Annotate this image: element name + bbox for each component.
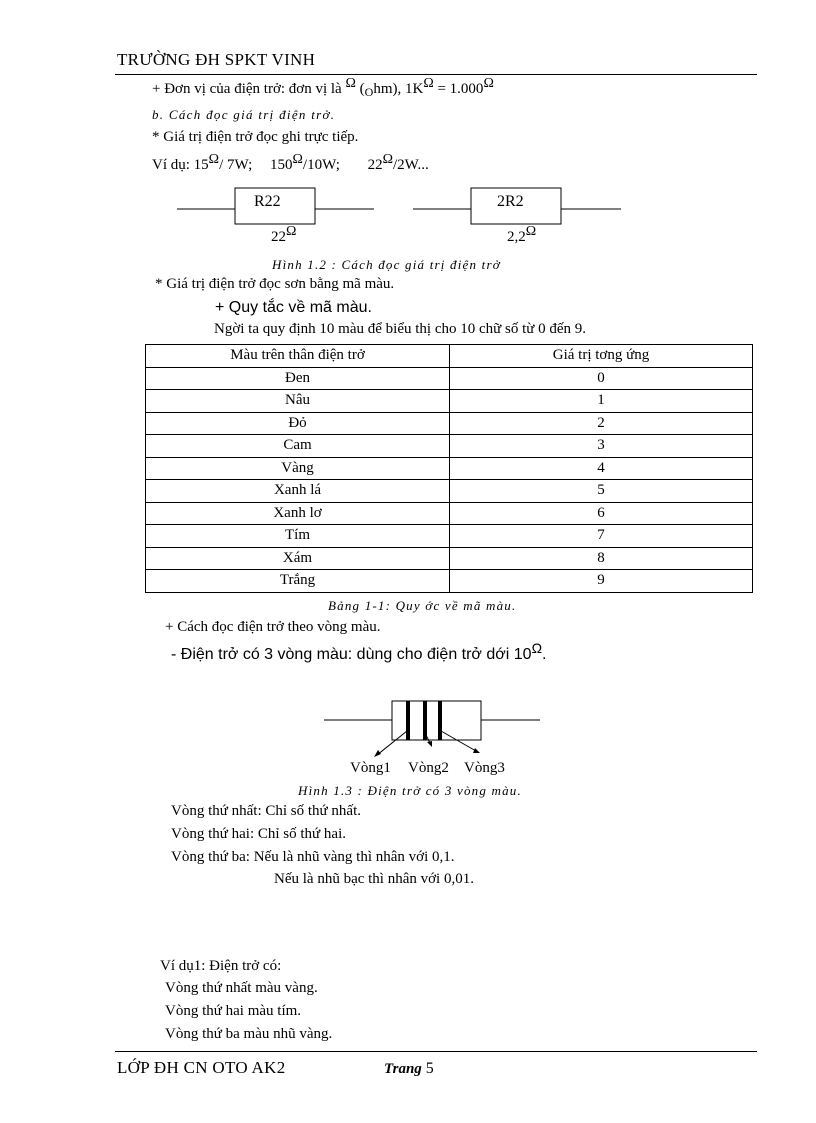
table-cell-value: 3 [450, 435, 753, 458]
band-1-arrowhead [374, 750, 381, 757]
band-1 [406, 701, 410, 740]
table-cell-value: 6 [450, 502, 753, 525]
table-header-value: Giá trị tơng ứng [450, 345, 753, 368]
band-resistor-body [392, 701, 481, 740]
table-cell-value: 2 [450, 412, 753, 435]
page-header-title: TRƯỜNG ĐH SPKT VINH [117, 50, 316, 69]
band-2 [423, 701, 427, 740]
r2r2-value [507, 224, 537, 246]
footer-class-name: LỚP ĐH CN OTO AK2 [117, 1058, 286, 1077]
band-rule-third-alt: Nếu là nhũ bạc thì nhân với 0,01. [274, 871, 474, 887]
table-cell-value: 7 [450, 525, 753, 548]
footer-page-value: 5 [425, 1060, 434, 1077]
table-row [146, 502, 753, 525]
example1-line-2: Vòng thứ hai màu tím. [165, 1003, 302, 1019]
example1-line-1: Vòng thứ nhất màu vàng. [165, 980, 318, 996]
table-row [146, 480, 753, 503]
r2r2-value-number: 2,2 [507, 229, 526, 245]
example1-title: Ví dụ1: Điện trở có: [160, 958, 282, 974]
band-rule-first: Vòng thứ nhất: Chỉ số thứ nhất. [171, 803, 362, 819]
r22-label: R22 [254, 193, 281, 210]
footer-rule [115, 1051, 757, 1052]
color-code-table [145, 344, 753, 593]
footer-page-number [384, 1060, 434, 1078]
ohm-symbol: Ω [208, 152, 220, 167]
ohm-symbol: Ω [531, 640, 543, 656]
unit-paren: ( [355, 81, 365, 97]
figure-1-2-caption: Hình 1.2 : Cách đọc giá trị điện trở [272, 257, 501, 272]
band-label-2: Vòng2 [408, 760, 449, 776]
table-caption: Bảng 1-1: Quy ớc về mã màu. [328, 598, 517, 613]
figure-1-2-diagram [0, 0, 816, 260]
band-3-arrowhead [473, 748, 480, 753]
table-row [146, 412, 753, 435]
unit-text: + Đơn vị của điện trở: đơn vị là [152, 81, 342, 97]
ohm-symbol: Ω [483, 76, 494, 91]
table-cell-color: Vàng [146, 457, 450, 480]
table-row [146, 367, 753, 390]
table-cell-value: 1 [450, 390, 753, 413]
example-part: / 7W; [219, 157, 253, 173]
table-cell-color: Đỏ [146, 412, 450, 435]
ohm-symbol: Ω [286, 224, 297, 239]
band-rule-second: Vòng thứ hai: Chỉ số thứ hai. [171, 826, 347, 842]
table-cell-value: 0 [450, 367, 753, 390]
table-row [146, 525, 753, 548]
table-row [146, 435, 753, 458]
r22-value-number: 22 [271, 229, 286, 245]
table-cell-value: 5 [450, 480, 753, 503]
band-3 [438, 701, 442, 740]
unit-hm: hm), 1K [373, 81, 424, 97]
table-cell-color: Xanh lơ [146, 502, 450, 525]
table-cell-color: Đen [146, 367, 450, 390]
table-cell-color: Trắng [146, 570, 450, 593]
table-cell-color: Xanh lá [146, 480, 450, 503]
table-cell-color: Nâu [146, 390, 450, 413]
table-cell-value: 4 [450, 457, 753, 480]
example-part: /2W... [393, 157, 429, 173]
table-row [146, 457, 753, 480]
table-header-row [146, 345, 753, 368]
footer-page-word: Trang [384, 1061, 422, 1077]
table-cell-value: 9 [450, 570, 753, 593]
table-cell-value: 8 [450, 547, 753, 570]
color-rule-title: + Quy tắc về mã màu. [215, 299, 372, 316]
table-row [146, 570, 753, 593]
table-header-color: Màu trên thân điện trở [146, 345, 450, 368]
band-reading-title: + Cách đọc điện trở theo vòng màu. [165, 619, 381, 635]
table-cell-color: Cam [146, 435, 450, 458]
band-2-arrowhead [427, 741, 432, 747]
r2r2-label: 2R2 [497, 193, 524, 210]
table-row [146, 390, 753, 413]
example-value: 150 [270, 157, 293, 173]
figure-1-3-diagram [0, 680, 816, 760]
example1-line-3: Vòng thứ ba màu nhũ vàng. [165, 1026, 333, 1042]
band-3-pointer [441, 731, 476, 751]
three-band-text: - Điện trở có 3 vòng màu: dùng cho điện trở dới 10 [171, 646, 532, 663]
color-code-note: * Giá trị điện trở đọc sơn bằng mã màu. [155, 276, 395, 292]
ohm-symbol: Ω [525, 224, 537, 239]
r22-value [271, 224, 297, 246]
example-value: 22 [367, 157, 383, 173]
band-label-3: Vòng3 [464, 760, 505, 776]
unit-eq: = 1.000 [433, 81, 484, 97]
table-cell-color: Tím [146, 525, 450, 548]
three-band-end: . [542, 646, 547, 663]
table-row [146, 547, 753, 570]
unit-o: O [364, 85, 374, 99]
ohm-symbol: Ω [423, 76, 434, 91]
ohm-symbol: Ω [345, 76, 356, 91]
band-label-1: Vòng1 [350, 760, 391, 776]
band-rule-third: Vòng thứ ba: Nếu là nhũ vàng thì nhân với 0,1. [171, 849, 455, 865]
example-part: /10W; [302, 157, 340, 173]
figure-1-3-caption: Hình 1.3 : Điện trở có 3 vòng màu. [298, 783, 522, 798]
ohm-symbol: Ω [382, 152, 394, 167]
ohm-symbol: Ω [292, 152, 303, 167]
example-label: Ví dụ: 15 [152, 157, 209, 173]
section-heading-b: b. Cách đọc giá trị điện trở. [152, 107, 336, 122]
table-cell-color: Xám [146, 547, 450, 570]
color-rule-intro: Ngời ta quy định 10 màu để biểu thị cho 10 chữ số từ 0 đến 9. [214, 321, 587, 337]
direct-read-note: * Giá trị điện trở đọc ghi trực tiếp. [152, 129, 359, 145]
three-band-line [171, 640, 547, 664]
